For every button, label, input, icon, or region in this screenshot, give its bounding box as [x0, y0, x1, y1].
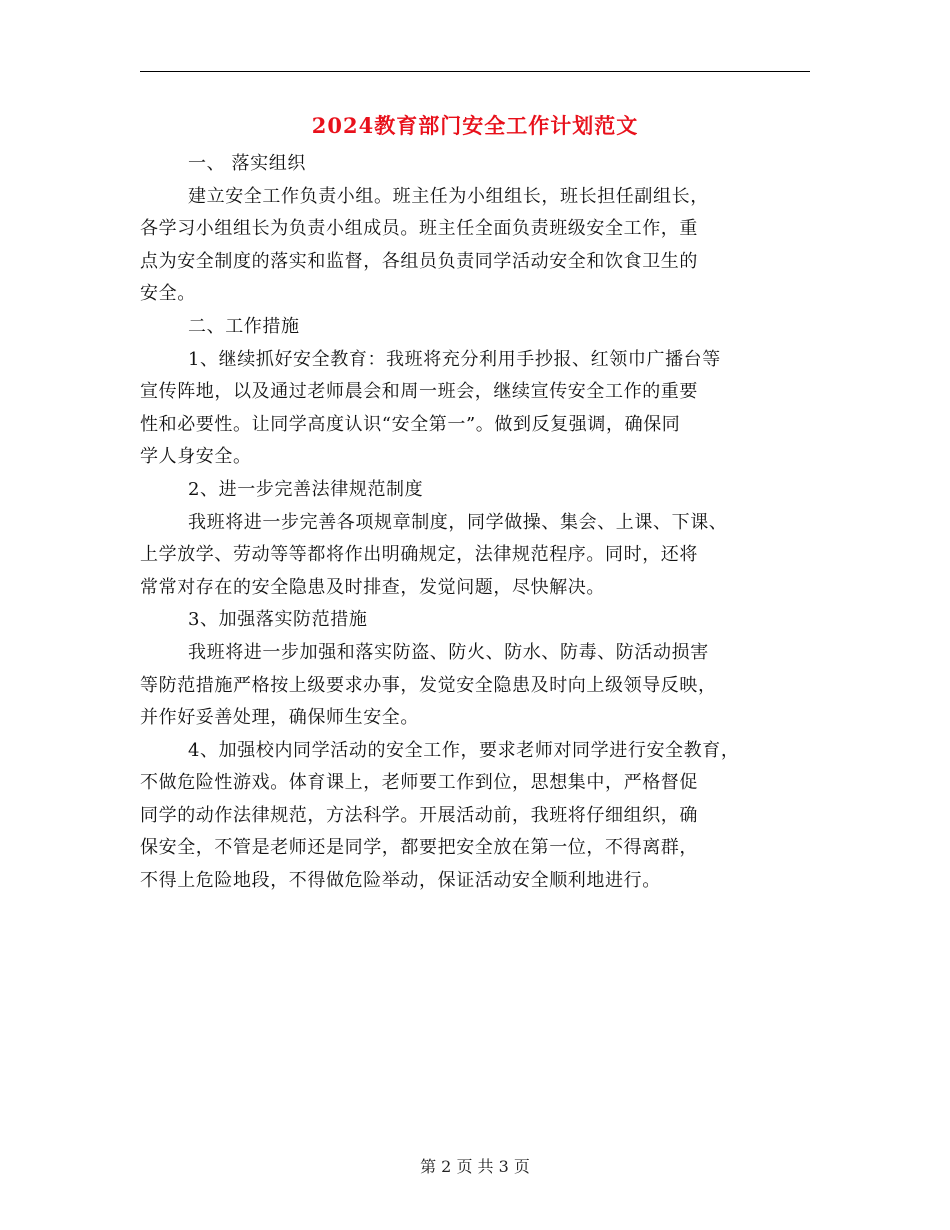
paragraph-line: 保安全，不管是老师还是同学，都要把安全放在第一位，不得离群， — [140, 837, 698, 859]
paragraph-line: 我班将进一步完善各项规章制度，同学做操、集会、上课、下课、 — [188, 511, 728, 533]
paragraph-line: 上学放学、劳动等等都将作出明确规定，法律规范程序。同时，还将 — [140, 544, 698, 566]
subsection-heading: 2、进一步完善法律规范制度 — [188, 478, 424, 500]
paragraph-line: 常常对存在的安全隐患及时排查，发觉问题，尽快解决。 — [140, 576, 605, 598]
paragraph-line: 并作好妥善处理，确保师生安全。 — [140, 707, 419, 729]
header-rule — [140, 71, 810, 72]
page-number-footer: 第 2 页 共 3 页 — [420, 1157, 530, 1176]
paragraph-line: 同学的动作法律规范，方法科学。开展活动前，我班将仔细组织，确 — [140, 804, 698, 826]
paragraph-line: 1、继续抓好安全教育：我班将充分利用手抄报、红领巾广播台等 — [188, 348, 721, 370]
section-heading: 二、工作措施 — [188, 315, 300, 337]
paragraph-line: 等防范措施严格按上级要求办事，发觉安全隐患及时向上级领导反映， — [140, 674, 717, 696]
paragraph-line: 宣传阵地，以及通过老师晨会和周一班会，继续宣传安全工作的重要 — [140, 381, 698, 403]
paragraph-line: 4、加强校内同学活动的安全工作，要求老师对同学进行安全教育， — [188, 739, 740, 761]
paragraph-line: 不得上危险地段，不得做危险举动，保证活动安全顺利地进行。 — [140, 870, 661, 892]
paragraph-line: 建立安全工作负责小组。班主任为小组组长，班长担任副组长， — [188, 185, 709, 207]
paragraph-line: 点为安全制度的落实和监督，各组员负责同学活动安全和饮食卫生的 — [140, 250, 698, 272]
paragraph-line: 各学习小组组长为负责小组成员。班主任全面负责班级安全工作，重 — [140, 218, 698, 240]
paragraph-line: 安全。 — [140, 283, 196, 305]
section-heading: 一、 落实组织 — [188, 153, 306, 174]
paragraph-line: 性和必要性。让同学高度认识“安全第一”。做到反复强调，确保同 — [140, 413, 681, 435]
paragraph-line: 学人身安全。 — [140, 446, 252, 468]
paragraph-line: 我班将进一步加强和落实防盗、防火、防水、防毒、防活动损害 — [188, 641, 709, 663]
subsection-heading: 3、加强落实防范措施 — [188, 609, 368, 631]
paragraph-line: 不做危险性游戏。体育课上，老师要工作到位，思想集中，严格督促 — [140, 772, 698, 794]
document-body — [140, 148, 820, 898]
document-title: 2024教育部门安全工作计划范文 — [311, 113, 639, 138]
